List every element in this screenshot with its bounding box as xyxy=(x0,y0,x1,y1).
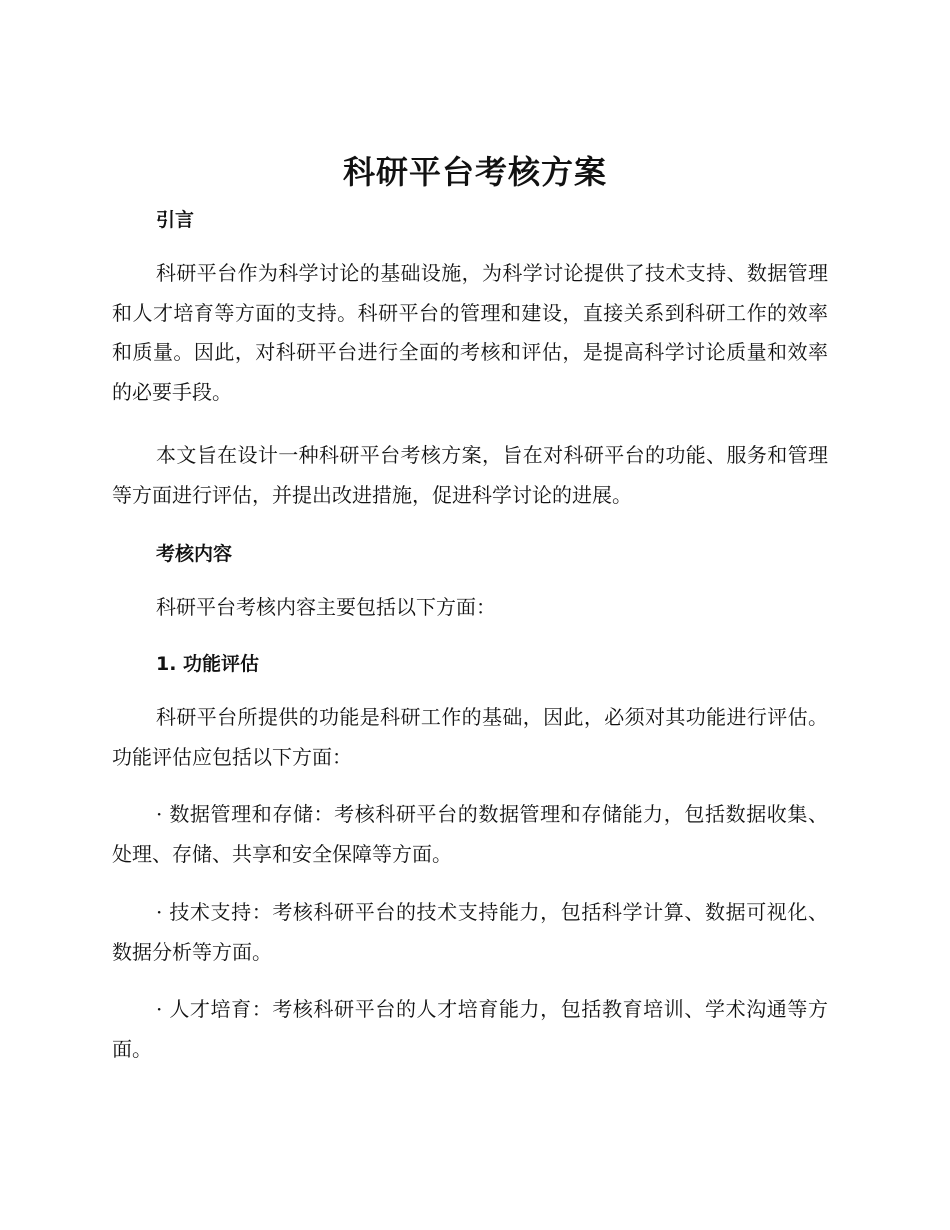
intro-paragraph-2: 本文旨在设计一种科研平台考核方案，旨在对科研平台的功能、服务和管理等方面进行评估，并提出改进措施，促进科学讨论的进展。 xyxy=(112,443,828,507)
bullet-talent-cultivation: · 人才培育：考核科研平台的人才培育能力，包括教育培训、学术沟通等方面。 xyxy=(112,997,828,1061)
intro-paragraph-1: 科研平台作为科学讨论的基础设施，为科学讨论提供了技术支持、数据管理和人才培育等方面的支持。科研平台的管理和建设，直接关系到科研工作的效率和质量。因此，对科研平台进行全面的考核和评估，是提高科学讨论质量和效率的必要手段。 xyxy=(112,261,828,404)
function-evaluation-paragraph: 科研平台所提供的功能是科研工作的基础，因此，必须对其功能进行评估。功能评估应包括以下方面： xyxy=(112,705,828,769)
bullet-tech-support: · 技术支持：考核科研平台的技术支持能力，包括科学计算、数据可视化、数据分析等方面。 xyxy=(112,900,828,964)
heading-content: 考核内容 xyxy=(156,543,233,565)
bullet-data-management: · 数据管理和存储：考核科研平台的数据管理和存储能力，包括数据收集、处理、存储、共享和安全保障等方面。 xyxy=(112,802,828,866)
document-title: 科研平台考核方案 xyxy=(342,153,607,191)
heading-intro: 引言 xyxy=(156,209,195,231)
content-intro: 科研平台考核内容主要包括以下方面： xyxy=(156,595,496,619)
heading-function-evaluation: 1. 功能评估 xyxy=(156,653,260,675)
